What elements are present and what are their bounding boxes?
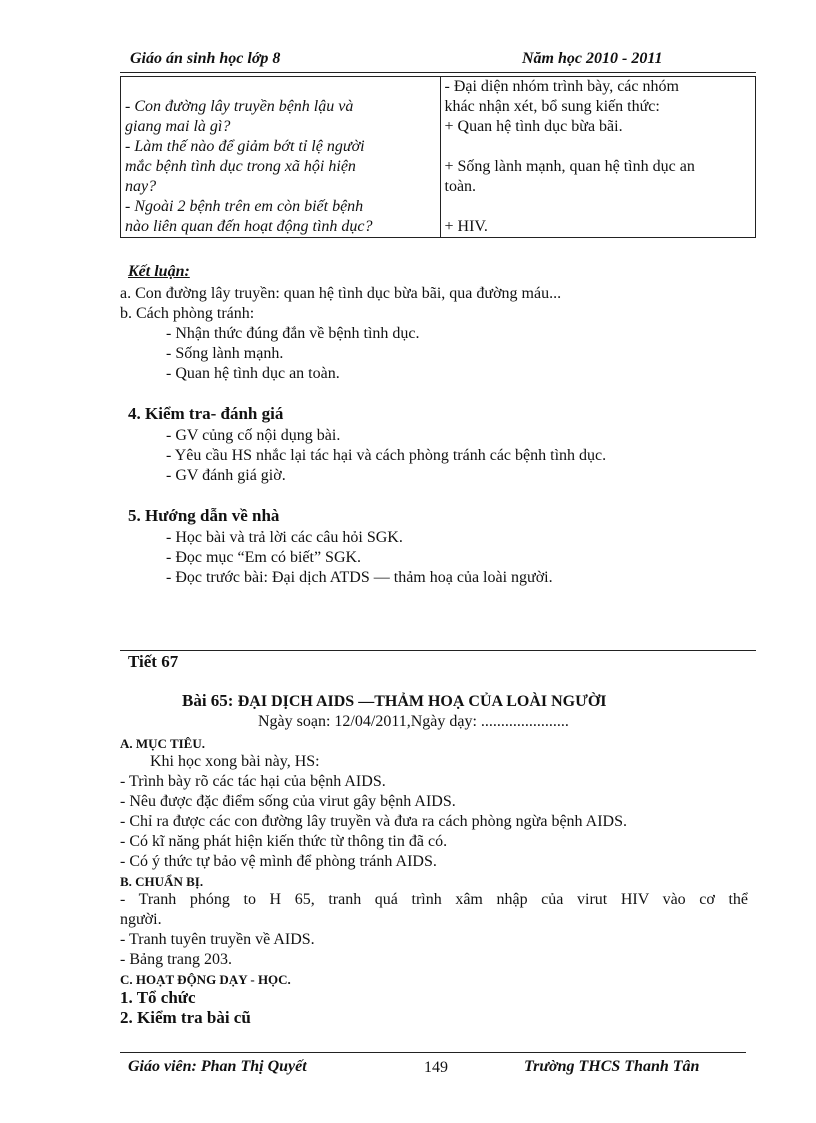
lesson-number: Bài 65: [182,691,234,710]
table-right-line: + HIV. [444,218,488,235]
conclusion-item: - Nhận thức đúng đắn về bệnh tình dục. [166,325,420,342]
table-left-line: mắc bệnh tình dục trong xã hội hiện [125,158,356,175]
table-right-line: - Đại diện nhóm trình bày, các nhóm [444,78,679,95]
lesson-title-row [182,690,607,713]
conclusion-item: - Sống lành mạnh. [166,345,284,362]
conclusion-title: Kết luận: [128,263,190,280]
lesson-title: ĐẠI DỊCH AIDS —THẢM HOẠ CỦA LOÀI NGƯỜI [237,693,607,710]
lesson-period: Tiết 67 [128,652,179,671]
table-left-line [125,77,436,97]
lesson-date: Ngày soạn: 12/04/2011,Ngày dạy: ...................... [258,713,569,730]
lesson-rule [120,650,756,651]
table-left-cell [121,77,441,238]
table-right-line [445,137,752,157]
header-rule [120,72,756,73]
activities-title: C. HOẠT ĐỘNG DẠY - HỌC. [120,972,291,987]
footer-rule [120,1052,746,1053]
footer-teacher: Giáo viên: Phan Thị Quyết [128,1058,307,1075]
footer-page-number: 149 [424,1059,448,1076]
objective-item: - Chỉ ra được các con đường lây truyền và đưa ra cách phòng ngừa bệnh AIDS. [120,813,628,830]
section-5-item: - Học bài và trả lời các câu hỏi SGK. [166,529,403,546]
table-left-line: nay? [125,178,157,195]
conclusion-b: b. Cách phòng tránh: [120,305,255,322]
table-left-line: - Con đường lây truyền bệnh lậu và [125,98,354,115]
preparation-item-cont: người. [120,911,162,928]
objective-item: - Trình bày rõ các tác hại của bệnh AIDS. [120,773,386,790]
conclusion-item: - Quan hệ tình dục an toàn. [166,365,340,382]
section-5-title: 5. Hướng dẫn về nhà [128,506,280,525]
table-right-line: toàn. [444,178,477,195]
objective-item: - Nêu được đặc điểm sống của virut gây bệnh AIDS. [120,793,456,810]
table-right-line: + Sống lành mạnh, quan hệ tình dục an [444,158,695,175]
table-left-line: - Ngoài 2 bệnh trên em còn biết bệnh [125,198,364,215]
preparation-item: - Tranh phóng to H 65, tranh quá trình xâm nhập của virut HIV vào cơ thể [120,891,748,908]
table-left-line: - Làm thế nào để giảm bớt tỉ lệ người [125,138,365,155]
section-4-item: - GV đánh giá giờ. [166,467,286,484]
objectives-intro: Khi học xong bài này, HS: [150,753,320,770]
table-left-line: giang mai là gì? [125,118,231,135]
section-5-item: - Đọc trước bài: Đại dịch ATDS — thảm hoạ của loài người. [166,569,553,586]
objective-item: - Có kĩ năng phát hiện kiến thức từ thông tin đã có. [120,833,448,850]
table-right-line: + Quan hệ tình dục bừa bãi. [444,118,623,135]
table-right-line: khác nhận xét, bổ sung kiến thức: [444,98,660,115]
preparation-item: - Tranh tuyên truyền về AIDS. [120,931,315,948]
conclusion-a: a. Con đường lây truyền: quan hệ tình dục bừa bãi, qua đường máu... [120,285,562,302]
discussion-table [120,76,756,238]
section-5-item: - Đọc mục “Em có biết” SGK. [166,549,362,566]
table-left-line: nào liên quan đến hoạt động tình dục? [125,218,373,235]
footer-school: Trường THCS Thanh Tân [524,1058,700,1075]
section-4-item: - Yêu cầu HS nhắc lại tác hại và cách phòng tránh các bệnh tình dục. [166,447,607,464]
table-right-line [445,197,752,217]
header-right: Năm học 2010 - 2011 [522,50,663,67]
objective-item: - Có ý thức tự bảo vệ mình để phòng tránh AIDS. [120,853,437,870]
section-4-item: - GV củng cố nội dụng bài. [166,427,341,444]
header-left: Giáo án sinh học lớp 8 [130,50,281,67]
preparation-title: B. CHUẨN BỊ. [120,874,204,889]
table-right-cell [440,77,756,238]
preparation-item: - Bảng trang 203. [120,951,232,968]
section-4-title: 4. Kiểm tra- đánh giá [128,404,284,423]
activity-1: 1. Tổ chức [120,988,196,1007]
activity-2: 2. Kiểm tra bài cũ [120,1008,251,1027]
objectives-title: A. MỤC TIÊU. [120,736,205,751]
